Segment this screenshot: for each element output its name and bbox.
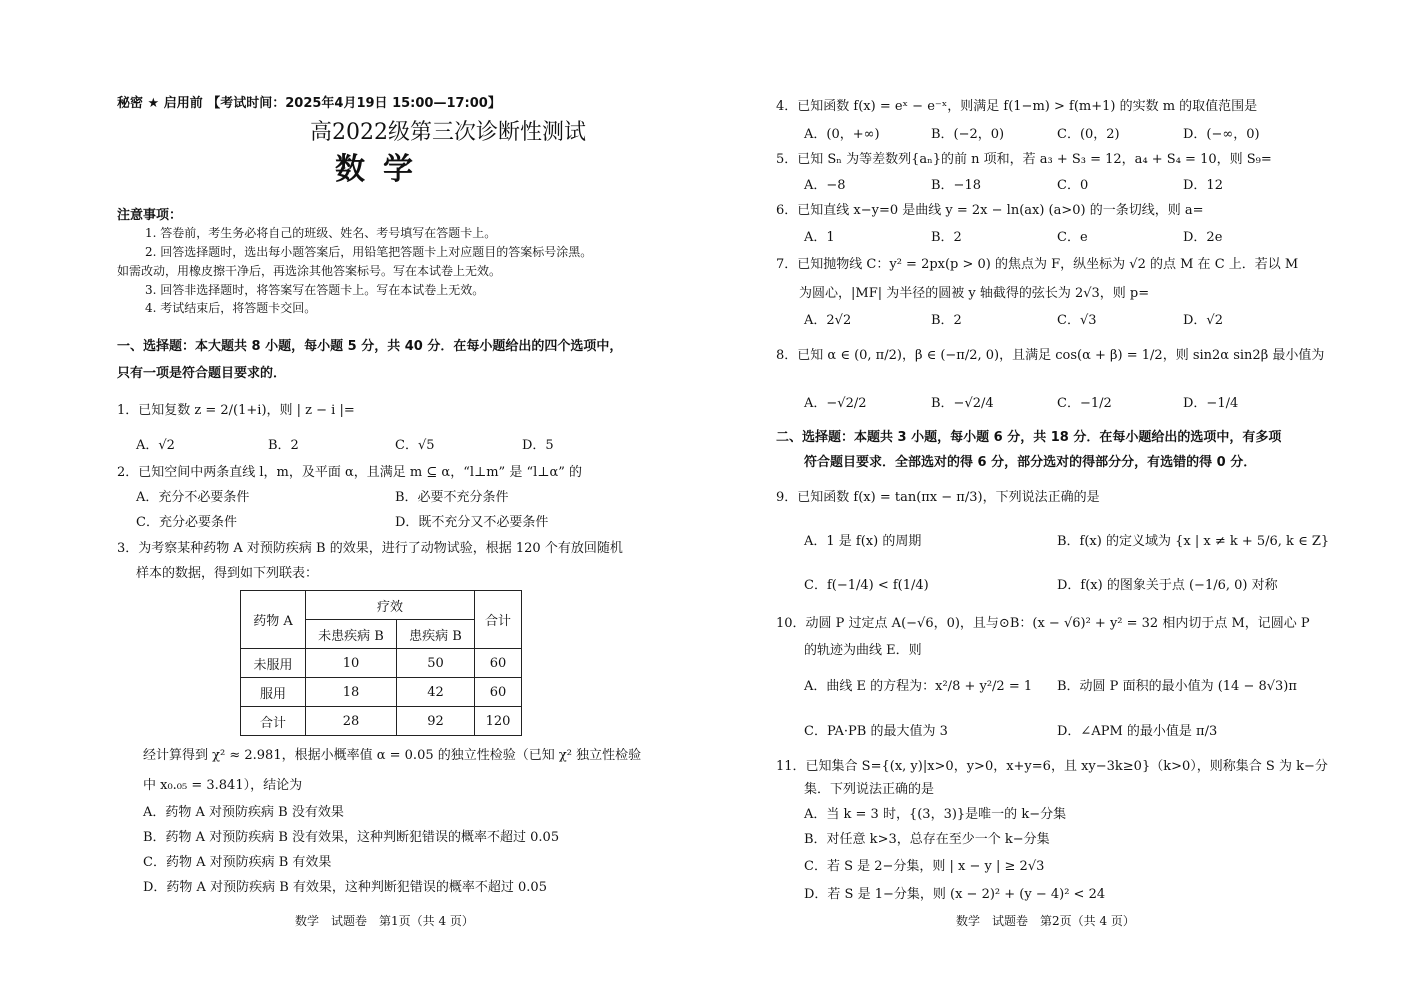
question-3-calc-cont: 中 x₀.₀₅ = 3.841），结论为 bbox=[143, 778, 303, 793]
table-cell: 未服用 bbox=[241, 649, 306, 678]
table-cell: 120 bbox=[475, 707, 522, 736]
option-c: C．药物 A 对预防疾病 B 有效果 bbox=[143, 855, 332, 870]
option-a: A．(0，+∞) bbox=[804, 127, 880, 142]
question-2: 2．已知空间中两条直线 l，m，及平面 α，且满足 m ⊆ α，“l⊥m” 是 “l⊥α” 的 bbox=[117, 465, 583, 480]
table-cell: 合计 bbox=[241, 707, 306, 736]
question-6: 6．已知直线 x−y=0 是曲线 y = 2x − ln(ax) (a>0) 的一条切线，则 a= bbox=[776, 203, 1204, 218]
question-7-cont: 为圆心，|MF| 为半径的圆被 y 轴截得的弦长为 2√3，则 p= bbox=[799, 286, 1150, 301]
option-b: B．2 bbox=[931, 230, 962, 245]
question-1: 1．已知复数 z = 2/(1+i)，则 | z − i |= bbox=[117, 403, 355, 418]
option-c: C．充分必要条件 bbox=[136, 515, 237, 530]
table-header-total: 合计 bbox=[475, 591, 522, 649]
question-8: 8．已知 α ∈ (0, π/2)，β ∈ (−π/2, 0)，且满足 cos(α + β) = 1/2，则 sin2α sin2β 最小值为 bbox=[776, 348, 1325, 363]
option-d: D．−1/4 bbox=[1183, 396, 1239, 411]
option-a: A．当 k = 3 时，{(3，3)}是唯一的 k−分集 bbox=[804, 807, 1067, 822]
option-c: C．√5 bbox=[395, 438, 435, 453]
option-b: B．动圆 P 面积的最小值为 (14 − 8√3)π bbox=[1057, 679, 1297, 694]
question-3-cont: 样本的数据，得到如下列联表： bbox=[136, 566, 319, 581]
table-cell: 10 bbox=[306, 649, 397, 678]
option-b: B．f(x) 的定义域为 {x | x ≠ k + 5/6, k ∈ Z} bbox=[1057, 534, 1330, 549]
option-a: A．2√2 bbox=[804, 313, 852, 328]
notice-item: 2. 回答选择题时，选出每小题答案后，用铅笔把答题卡上对应题目的答案标号涂黑。 bbox=[145, 245, 593, 259]
option-b: B．−18 bbox=[931, 178, 981, 193]
option-c: C．f(−1/4) < f(1/4) bbox=[804, 578, 929, 593]
page-footer: 数学 试题卷 第2页（共 4 页） bbox=[956, 914, 1135, 928]
option-a: A．−√2/2 bbox=[804, 396, 867, 411]
exam-title: 高2022级第三次诊断性测试 bbox=[310, 120, 586, 145]
contingency-table bbox=[240, 590, 522, 736]
option-d: D．2e bbox=[1183, 230, 1223, 245]
section-heading: 二、选择题：本题共 3 小题，每小题 6 分，共 18 分．在每小题给出的选项中，有多项 bbox=[776, 430, 1282, 445]
option-d: D．(−∞，0) bbox=[1183, 127, 1260, 142]
table-header-effect: 疗效 bbox=[306, 591, 475, 620]
option-d: D．f(x) 的图象关于点 (−1/6, 0) 对称 bbox=[1057, 578, 1278, 593]
exam-page-2 bbox=[711, 0, 1422, 1006]
option-a: A．1 是 f(x) 的周期 bbox=[804, 534, 922, 549]
option-b: B．对任意 k>3，总存在至少一个 k−分集 bbox=[804, 832, 1050, 847]
table-cell: 60 bbox=[475, 649, 522, 678]
page-footer: 数学 试题卷 第1页（共 4 页） bbox=[295, 914, 474, 928]
option-d: D．√2 bbox=[1183, 313, 1223, 328]
table-cell: 28 bbox=[306, 707, 397, 736]
option-b: B．药物 A 对预防疾病 B 没有效果，这种判断犯错误的概率不超过 0.05 bbox=[143, 830, 560, 845]
question-7: 7．已知抛物线 C：y² = 2px(p > 0) 的焦点为 F，纵坐标为 √2 的点 M 在 C 上．若以 M bbox=[776, 257, 1299, 272]
question-3: 3．为考察某种药物 A 对预防疾病 B 的效果，进行了动物试验，根据 120 个有放回随机 bbox=[117, 541, 623, 556]
question-4: 4．已知函数 f(x) = eˣ − e⁻ˣ，则满足 f(1−m) > f(m+1) 的实数 m 的取值范围是 bbox=[776, 99, 1258, 114]
option-d: D．12 bbox=[1183, 178, 1223, 193]
notice-heading: 注意事项： bbox=[117, 208, 183, 223]
option-c: C．PA·PB 的最大值为 3 bbox=[804, 724, 948, 739]
option-d: D．若 S 是 1−分集，则 (x − 2)² + (y − 4)² < 24 bbox=[804, 887, 1106, 902]
option-a: A．−8 bbox=[804, 178, 846, 193]
option-c: C．(0，2) bbox=[1057, 127, 1120, 142]
question-5: 5．已知 Sₙ 为等差数列{aₙ}的前 n 项和，若 a₃ + S₃ = 12，a₄ + S₄ = 10，则 S₉= bbox=[776, 152, 1272, 167]
question-10-cont: 的轨迹为曲线 E．则 bbox=[804, 643, 922, 658]
table-cell: 60 bbox=[475, 678, 522, 707]
table-row bbox=[241, 707, 522, 736]
table-cell: 50 bbox=[397, 649, 475, 678]
question-9: 9．已知函数 f(x) = tan(πx − π/3)，下列说法正确的是 bbox=[776, 490, 1100, 505]
table-row bbox=[241, 678, 522, 707]
section-heading: 符合题目要求．全部选对的得 6 分，部分选对的得部分分，有选错的得 0 分． bbox=[804, 455, 1257, 470]
table-cell: 服用 bbox=[241, 678, 306, 707]
option-a: A．充分不必要条件 bbox=[136, 490, 250, 505]
table-row bbox=[241, 649, 522, 678]
notice-item: 3. 回答非选择题时，将答案写在答题卡上。写在本试卷上无效。 bbox=[145, 283, 485, 297]
option-b: B．2 bbox=[931, 313, 962, 328]
option-c: C．√3 bbox=[1057, 313, 1097, 328]
notice-item: 1. 答卷前，考生务必将自己的班级、姓名、考号填写在答题卡上。 bbox=[145, 226, 497, 240]
subject-title: 数学 bbox=[335, 152, 431, 187]
notice-item: 4. 考试结束后，将答题卡交回。 bbox=[145, 301, 317, 315]
question-3-calc: 经计算得到 χ² ≈ 2.981，根据小概率值 α = 0.05 的独立性检验（已知 χ² 独立性检验 bbox=[143, 748, 642, 763]
table-header-drug: 药物 A bbox=[241, 591, 306, 649]
option-b: B．−√2/4 bbox=[931, 396, 994, 411]
option-b: B．必要不充分条件 bbox=[395, 490, 509, 505]
table-cell: 92 bbox=[397, 707, 475, 736]
table-header-no-disease: 未患疾病 B bbox=[306, 620, 397, 649]
table-cell: 42 bbox=[397, 678, 475, 707]
option-b: B．2 bbox=[268, 438, 299, 453]
confidential-header: 秘密 ★ 启用前 【考试时间：2025年4月19日 15:00—17:00】 bbox=[117, 96, 501, 111]
option-b: B．(−2，0) bbox=[931, 127, 1005, 142]
notice-item: 如需改动，用橡皮擦干净后，再选涂其他答案标号。写在本试卷上无效。 bbox=[117, 264, 502, 278]
option-a: A．曲线 E 的方程为：x²/8 + y²/2 = 1 bbox=[804, 679, 1033, 694]
section-heading: 一、选择题：本大题共 8 小题，每小题 5 分，共 40 分．在每小题给出的四个选项中， bbox=[117, 339, 623, 354]
table-header-disease: 患疾病 B bbox=[397, 620, 475, 649]
option-d: D．药物 A 对预防疾病 B 有效果，这种判断犯错误的概率不超过 0.05 bbox=[143, 880, 547, 895]
option-a: A．药物 A 对预防疾病 B 没有效果 bbox=[143, 805, 344, 820]
question-10: 10．动圆 P 过定点 A(−√6，0)，且与⊙B：(x − √6)² + y² = 32 相内切于点 M，记圆心 P bbox=[776, 616, 1310, 631]
option-c: C．e bbox=[1057, 230, 1088, 245]
table-cell: 18 bbox=[306, 678, 397, 707]
option-c: C．0 bbox=[1057, 178, 1089, 193]
option-a: A．1 bbox=[804, 230, 835, 245]
section-heading: 只有一项是符合题目要求的． bbox=[117, 366, 287, 381]
option-a: A．√2 bbox=[136, 438, 175, 453]
option-c: C．−1/2 bbox=[1057, 396, 1112, 411]
option-c: C．若 S 是 2−分集，则 | x − y | ≥ 2√3 bbox=[804, 859, 1045, 874]
option-d: D．5 bbox=[522, 438, 554, 453]
question-11-cont: 集．下列说法正确的是 bbox=[804, 782, 935, 797]
option-d: D．∠APM 的最小值是 π/3 bbox=[1057, 724, 1218, 739]
option-d: D．既不充分又不必要条件 bbox=[395, 515, 549, 530]
question-11: 11．已知集合 S={(x, y)|x>0，y>0，x+y=6，且 xy−3k≥0}（k>0），则称集合 S 为 k−分 bbox=[776, 759, 1328, 774]
